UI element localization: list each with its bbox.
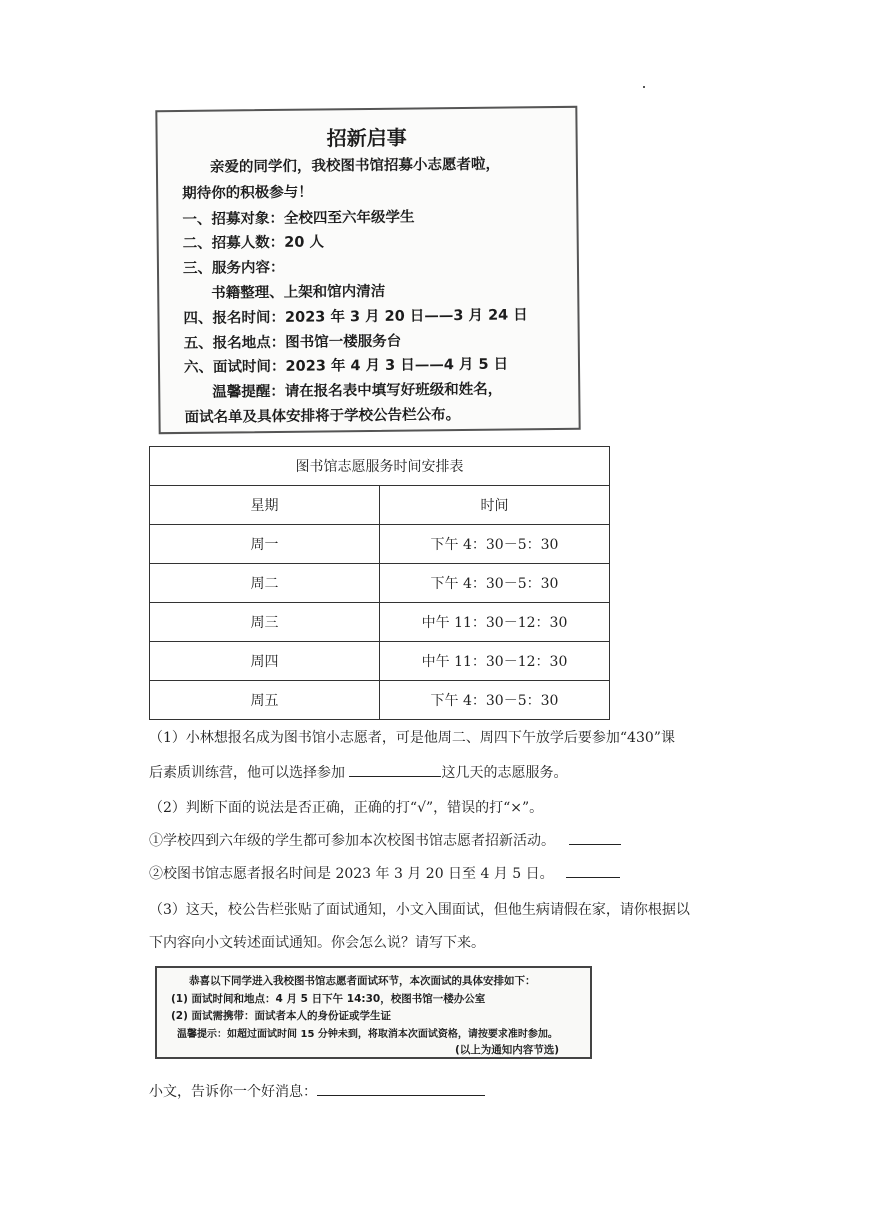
notice-line: 五、报名地点：图书馆一楼服务台 bbox=[183, 333, 402, 352]
notice-line: 四、报名时间：2023 年 3 月 20 日——3 月 24 日 bbox=[183, 307, 528, 327]
table-row bbox=[150, 564, 610, 603]
cell-weekday: 周一 bbox=[150, 525, 380, 564]
cell-time: 下午 4：30－5：30 bbox=[380, 564, 610, 603]
table-row bbox=[150, 525, 610, 564]
cell-time: 下午 4：30－5：30 bbox=[380, 681, 610, 720]
question-1-text-a: 后素质训练营，他可以选择参加 bbox=[149, 765, 345, 781]
notice-line: 六、面试时间：2023 年 4 月 3 日——4 月 5 日 bbox=[183, 356, 509, 376]
notice-line: 一、招募对象：全校四至六年级学生 bbox=[182, 209, 415, 228]
interview-notice-image bbox=[155, 966, 592, 1059]
notice2-line: (2) 面试需携带：面试者本人的身份证或学生证 bbox=[171, 1010, 392, 1022]
question-2-intro: （2）判断下面的说法是否正确，正确的打“√”，错误的打“×”。 bbox=[149, 800, 544, 816]
answer-blank-q1[interactable] bbox=[349, 762, 441, 777]
table-header-row bbox=[150, 486, 610, 525]
header-time: 时间 bbox=[380, 486, 610, 525]
question-3-line-1: （3）这天，校公告栏张贴了面试通知，小文入围面试，但他生病请假在家，请你根据以 bbox=[149, 902, 690, 918]
cell-time: 下午 4：30－5：30 bbox=[380, 525, 610, 564]
notice-line: 三、服务内容： bbox=[182, 259, 285, 277]
table-caption: 图书馆志愿服务时间安排表 bbox=[150, 447, 610, 486]
question-2-item-2 bbox=[149, 863, 620, 883]
schedule-table bbox=[149, 446, 610, 720]
notice2-line: (以上为通知内容节选) bbox=[455, 1044, 560, 1056]
notice-line: 温馨提醒：请在报名表中填写好班级和姓名， bbox=[212, 381, 503, 401]
question-1-line-1: （1）小林想报名成为图书馆小志愿者，可是他周二、周四下午放学后要参加“430”课 bbox=[149, 730, 675, 746]
cell-weekday: 周三 bbox=[150, 603, 380, 642]
notice-line: 书籍整理、上架和馆内清洁 bbox=[211, 283, 386, 302]
notice-title: 招新启事 bbox=[326, 125, 407, 151]
notice-line: 二、招募人数：20 人 bbox=[182, 234, 325, 252]
question-2-item-1-text: ①学校四到六年级的学生都可参加本次校图书馆志愿者招新活动。 bbox=[149, 833, 555, 849]
question-3-line-2: 下内容向小文转述面试通知。你会怎么说？请写下来。 bbox=[149, 935, 485, 951]
table-row bbox=[150, 603, 610, 642]
notice2-line: 恭喜以下同学进入我校图书馆志愿者面试环节，本次面试的具体安排如下： bbox=[189, 975, 536, 987]
notice2-line: 温馨提示：如超过面试时间 15 分钟未到，将取消本次面试资格，请按要求准时参加。 bbox=[177, 1029, 558, 1040]
table-row bbox=[150, 642, 610, 681]
header-weekday: 星期 bbox=[150, 486, 380, 525]
question-1-text-b: 这几天的志愿服务。 bbox=[441, 765, 568, 781]
cell-weekday: 周二 bbox=[150, 564, 380, 603]
cell-time: 中午 11：30－12：30 bbox=[380, 603, 610, 642]
answer-line bbox=[149, 1081, 485, 1101]
table-row bbox=[150, 681, 610, 720]
answer-blank-q3[interactable] bbox=[317, 1081, 485, 1096]
notice-line: 面试名单及具体安排将于学校公告栏公布。 bbox=[184, 407, 461, 426]
cell-time: 中午 11：30－12：30 bbox=[380, 642, 610, 681]
answer-blank-q2-2[interactable] bbox=[566, 863, 620, 878]
page-dot bbox=[643, 86, 645, 88]
answer-blank-q2-1[interactable] bbox=[569, 830, 621, 845]
notice-line: 期待你的积极参与！ bbox=[182, 184, 313, 202]
question-1-line-2 bbox=[149, 762, 567, 782]
answer-prefix: 小文，告诉你一个好消息： bbox=[149, 1084, 317, 1100]
question-2-item-2-text: ②校图书馆志愿者报名时间是 2023 年 3 月 20 日至 4 月 5 日。 bbox=[149, 866, 554, 882]
cell-weekday: 周五 bbox=[150, 681, 380, 720]
notice2-line: (1) 面试时间和地点：4 月 5 日下午 14:30，校图书馆一楼办公室 bbox=[171, 993, 486, 1005]
notice-line: 亲爱的同学们，我校图书馆招募小志愿者啦， bbox=[209, 156, 500, 176]
cell-weekday: 周四 bbox=[150, 642, 380, 681]
recruitment-notice-image bbox=[155, 106, 580, 434]
question-2-item-1 bbox=[149, 830, 621, 850]
